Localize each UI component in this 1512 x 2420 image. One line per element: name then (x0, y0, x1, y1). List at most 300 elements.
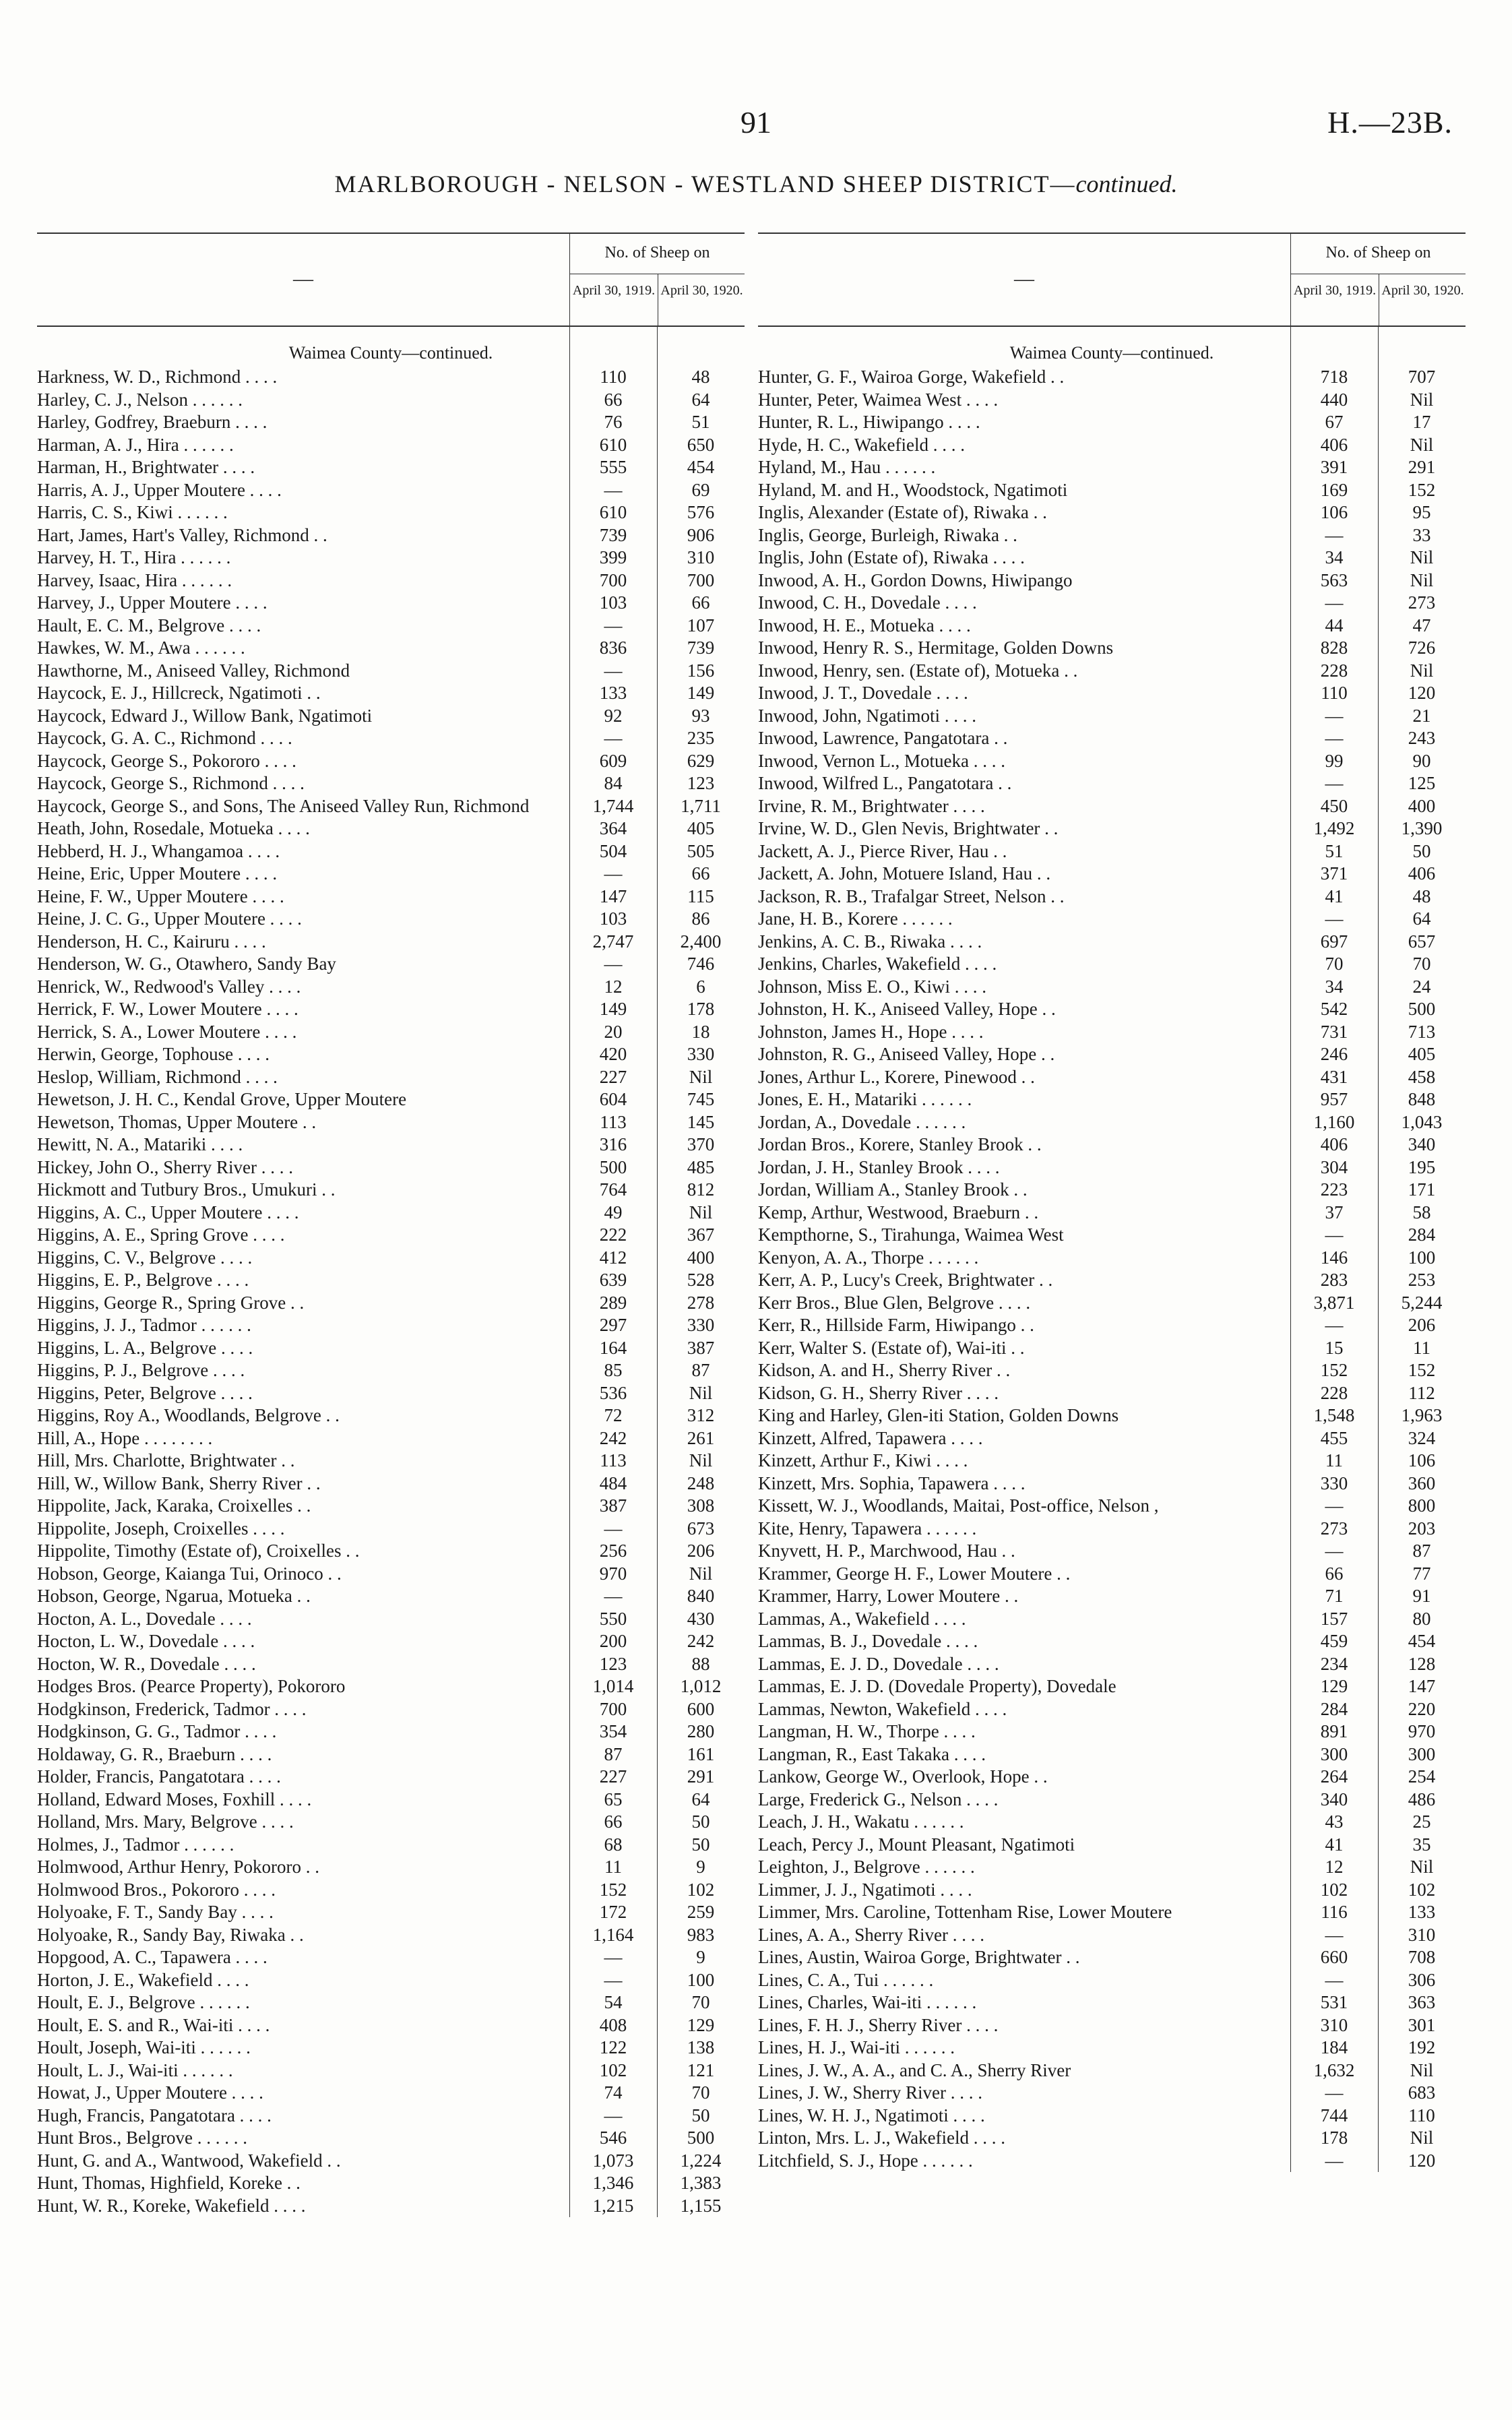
owner-name: Kerr, A. P., Lucy's Creek, Brightwater . . (758, 1270, 1053, 1290)
table-row (758, 886, 1466, 908)
table-row (37, 1134, 745, 1156)
table-row (37, 705, 745, 728)
owner-name: Higgins, J. J., Tadmor . . . . . . (37, 1315, 251, 1335)
table-row (37, 1834, 745, 1857)
sheep-1919: 399 (599, 547, 627, 567)
owner-name: Holyoake, F. T., Sandy Bay . . . . (37, 1902, 274, 1922)
table-row (758, 1879, 1466, 1902)
sheep-1920: 47 (1412, 615, 1431, 635)
sheep-1919: 110 (1321, 683, 1348, 703)
table-row (758, 411, 1466, 434)
owner-name: Jenkins, Charles, Wakefield . . . . (758, 954, 997, 974)
sheep-1920: 312 (687, 1405, 715, 1425)
sheep-1919: — (1325, 1969, 1344, 1990)
table-row (37, 727, 745, 750)
table-row (758, 1450, 1466, 1472)
sheep-1920: Nil (1410, 2128, 1434, 2148)
sheep-1919: 3,871 (1313, 1292, 1355, 1313)
owner-name: Johnson, Miss E. O., Kiwi . . . . (758, 976, 987, 997)
sheep-1920: 1,155 (680, 2195, 722, 2216)
sheep-1919: 609 (599, 750, 627, 771)
owner-name: Johnston, R. G., Aniseed Valley, Hope . . (758, 1044, 1055, 1064)
owner-name: Howat, J., Upper Moutere . . . . (37, 2082, 263, 2103)
table-row (758, 1766, 1466, 1789)
table-row (758, 1675, 1466, 1698)
owner-name: Large, Frederick G., Nelson . . . . (758, 1789, 999, 1809)
table-row (37, 1450, 745, 1472)
sheep-1920: 18 (691, 1021, 710, 1042)
sheep-1920: 983 (687, 1924, 715, 1945)
table-row (37, 840, 745, 863)
sheep-1920: 576 (687, 502, 715, 522)
sheep-1919: 146 (1320, 1247, 1348, 1268)
sheep-1919: 371 (1320, 863, 1348, 883)
table-row (37, 456, 745, 479)
table-row (758, 1540, 1466, 1563)
sheep-1919: 103 (599, 908, 627, 929)
owner-name: Kenyon, A. A., Thorpe . . . . . . (758, 1247, 979, 1268)
table-row (37, 1901, 745, 1924)
sheep-1920: 138 (687, 2037, 715, 2057)
sheep-1919: 459 (1320, 1631, 1348, 1651)
table-row (37, 772, 745, 795)
owner-name: Inwood, H. E., Motueka . . . . (758, 615, 971, 635)
sheep-1919: — (1325, 524, 1344, 545)
sheep-1920: 708 (1408, 1947, 1436, 1967)
sheep-1920: 33 (1412, 524, 1431, 545)
table-row (758, 615, 1466, 638)
sheep-1919: — (604, 954, 623, 974)
sheep-1919: 152 (599, 1879, 627, 1900)
owner-name: Inglis, George, Burleigh, Riwaka . . (758, 524, 1017, 545)
sheep-1920: 145 (687, 1111, 715, 1132)
table-row (37, 2195, 745, 2218)
sheep-1919: 406 (1320, 1134, 1348, 1154)
table-row (758, 1924, 1466, 1947)
sheep-1919: 420 (599, 1044, 627, 1064)
owner-name: Kempthorne, S., Tirahunga, Waimea West (758, 1224, 1064, 1245)
sheep-1919: 700 (599, 569, 627, 590)
sheep-1920: 93 (691, 705, 710, 726)
sheep-1920: 9 (696, 1947, 705, 1967)
owner-name: Hugh, Francis, Pangatotara . . . . (37, 2105, 272, 2126)
sheep-1919: — (1325, 773, 1344, 793)
sheep-1919: 440 (1320, 389, 1348, 410)
owner-name: Higgins, C. V., Belgrove . . . . (37, 1247, 253, 1268)
owner-name: Hill, W., Willow Bank, Sherry River . . (37, 1472, 321, 1493)
sheep-1920: 367 (687, 1224, 715, 1245)
owner-name: Hobson, George, Ngarua, Motueka . . (37, 1586, 311, 1606)
owner-name: Jane, H. B., Korere . . . . . . (758, 908, 953, 929)
sheep-1920: 1,012 (680, 1676, 722, 1696)
table-row (37, 976, 745, 999)
table-row (37, 1540, 745, 1563)
sheep-1919: 227 (599, 1766, 627, 1787)
table-row (758, 1156, 1466, 1179)
sheep-1919: 504 (599, 840, 627, 861)
table-row (758, 1563, 1466, 1586)
table-row (37, 1088, 745, 1111)
sheep-1919: — (604, 2105, 623, 2126)
owner-name: Hart, James, Hart's Valley, Richmond . . (37, 524, 327, 545)
table-row (37, 1946, 745, 1969)
sheep-1919: 234 (1320, 1653, 1348, 1674)
col-1919-header: April 30, 1919. (1293, 283, 1377, 298)
table-row (37, 569, 745, 592)
sheep-1919: 43 (1325, 1811, 1344, 1832)
table-row (758, 795, 1466, 818)
table-row (758, 840, 1466, 863)
sheep-1920: 152 (1408, 479, 1436, 500)
sheep-1920: 906 (687, 524, 715, 545)
owner-name: Inwood, Henry, sen. (Estate of), Motueka . . (758, 660, 1078, 681)
owner-name: Kidson, A. and H., Sherry River . . (758, 1360, 1011, 1380)
sheep-1919: 697 (1320, 931, 1348, 952)
table-row (37, 1653, 745, 1676)
table-row (758, 1202, 1466, 1224)
sheep-1919: 113 (600, 1111, 627, 1132)
sheep-1919: 228 (1320, 660, 1348, 681)
sheep-1919: — (604, 615, 623, 635)
table-row (37, 434, 745, 457)
table-row (758, 1834, 1466, 1857)
table-row (758, 727, 1466, 750)
sheep-1919: — (1325, 1924, 1344, 1945)
rows (758, 366, 1466, 2172)
owner-name: Lines, Charles, Wai-iti . . . . . . (758, 1992, 977, 2012)
owner-name: Hyland, M. and H., Woodstock, Ngatimoti (758, 479, 1068, 500)
owner-name: Holder, Francis, Pangatotara . . . . (37, 1766, 281, 1787)
sheep-1919: — (604, 863, 623, 883)
sheep-1920: 120 (1408, 2150, 1436, 2171)
sheep-1919: 65 (604, 1789, 623, 1809)
sheep-1919: 406 (1320, 434, 1348, 455)
owner-name: Kite, Henry, Tapawera . . . . . . (758, 1518, 977, 1539)
sheep-1920: Nil (1410, 389, 1434, 410)
table-row (37, 1789, 745, 1811)
table-row (37, 953, 745, 976)
table-row (758, 1811, 1466, 1834)
table-row (758, 1427, 1466, 1450)
table-row (758, 1789, 1466, 1811)
sheep-1919: 555 (599, 457, 627, 477)
owner-name: Haycock, George S., Richmond . . . . (37, 773, 305, 793)
sheep-1920: 95 (1412, 502, 1431, 522)
owner-name: Hoult, Joseph, Wai-iti . . . . . . (37, 2037, 251, 2057)
owner-name: Lines, A. A., Sherry River . . . . (758, 1924, 984, 1945)
sheep-1919: 542 (1320, 999, 1348, 1019)
sheep-1919: 149 (599, 999, 627, 1019)
owner-name: Hickey, John O., Sherry River . . . . (37, 1156, 293, 1177)
owner-name: Johnston, H. K., Aniseed Valley, Hope . . (758, 999, 1056, 1019)
table-row (37, 479, 745, 502)
sheep-1920: 1,043 (1401, 1111, 1443, 1132)
section-heading: Waimea County—continued. (288, 343, 493, 363)
owner-name: Herrick, S. A., Lower Moutere . . . . (37, 1021, 297, 1042)
table-row (758, 501, 1466, 524)
sheep-1919: 731 (1320, 1021, 1348, 1042)
table-row (37, 389, 745, 412)
sheep-1919: 41 (1325, 886, 1344, 906)
owner-name: Inwood, J. T., Dovedale . . . . (758, 683, 968, 703)
table-row (37, 1202, 745, 1224)
table-row (758, 2014, 1466, 2037)
table-row (37, 1675, 745, 1698)
owner-name: Jenkins, A. C. B., Riwaka . . . . (758, 931, 982, 952)
sheep-1919: 764 (599, 1179, 627, 1200)
owner-name: Higgins, L. A., Belgrove . . . . (37, 1337, 253, 1358)
sheep-1919: 500 (599, 1156, 627, 1177)
owner-name: Jordan Bros., Korere, Stanley Brook . . (758, 1134, 1042, 1154)
owner-name: Lammas, E. J. D., Dovedale . . . . (758, 1653, 999, 1674)
sheep-1919: 387 (599, 1495, 627, 1516)
sheep-1919: 84 (604, 773, 623, 793)
sheep-1919: 37 (1325, 1202, 1344, 1222)
sheep-1920: 291 (1408, 457, 1436, 477)
sheep-1919: 546 (599, 2128, 627, 2148)
owner-name: Jackson, R. B., Trafalgar Street, Nelson . . (758, 886, 1065, 906)
owner-name: Lines, C. A., Tui . . . . . . (758, 1969, 934, 1990)
table-row (758, 1134, 1466, 1156)
sheep-1920: 80 (1412, 1608, 1431, 1629)
sheep-1920: 253 (1408, 1270, 1436, 1290)
owner-name: Kerr, Walter S. (Estate of), Wai-iti . . (758, 1337, 1025, 1358)
sheep-1920: 195 (1408, 1156, 1436, 1177)
owner-name: Henderson, W. G., Otawhero, Sandy Bay (37, 954, 336, 974)
sheep-1920: 66 (691, 592, 710, 613)
sheep-1920: Nil (1410, 434, 1434, 455)
table-row (758, 1314, 1466, 1337)
owner-name: Krammer, Harry, Lower Moutere . . (758, 1586, 1019, 1606)
sheep-1920: 673 (687, 1518, 715, 1539)
sheep-count-header (569, 234, 745, 325)
owner-name: Holmwood, Arthur Henry, Pokororo . . (37, 1857, 319, 1877)
owner-name: Heslop, William, Richmond . . . . (37, 1066, 278, 1087)
owner-name: Jones, E. H., Matariki . . . . . . (758, 1089, 972, 1109)
sheep-1920: 454 (687, 457, 715, 477)
sheep-1919: 836 (599, 638, 627, 658)
table-body (37, 327, 745, 2217)
owner-name: Higgins, P. J., Belgrove . . . . (37, 1360, 245, 1380)
table-body (758, 327, 1466, 2172)
sheep-1919: — (1325, 1495, 1344, 1516)
owner-name: Jordan, A., Dovedale . . . . . . (758, 1111, 966, 1132)
owner-name: Haycock, George S., Pokororo . . . . (37, 750, 296, 771)
owner-name: Herwin, George, Tophouse . . . . (37, 1044, 270, 1064)
table-row (758, 547, 1466, 569)
owner-name: Hoult, L. J., Wai-iti . . . . . . (37, 2059, 233, 2080)
owner-name: Kinzett, Arthur F., Kiwi . . . . (758, 1450, 968, 1470)
table-row (758, 1021, 1466, 1044)
sheep-1920: 406 (1408, 863, 1436, 883)
owner-name: Litchfield, S. J., Hope . . . . . . (758, 2150, 973, 2171)
sheep-1920: 363 (1408, 1992, 1436, 2012)
table-row (758, 2059, 1466, 2082)
sheep-1920: 2,400 (680, 931, 722, 952)
owner-name: Limmer, Mrs. Caroline, Tottenham Rise, Lower Moutere (758, 1902, 1172, 1922)
sheep-1919: 273 (1320, 1518, 1348, 1539)
owner-name: Kinzett, Alfred, Tapawera . . . . (758, 1427, 983, 1448)
owner-name: Hodgkinson, Frederick, Tadmor . . . . (37, 1698, 307, 1719)
table-row (758, 1585, 1466, 1608)
table-row (37, 1314, 745, 1337)
sheep-1920: 330 (687, 1044, 715, 1064)
table-row (758, 637, 1466, 660)
table-row (758, 908, 1466, 931)
owner-name: Hoult, E. J., Belgrove . . . . . . (37, 1992, 250, 2012)
owner-name: Jackett, A. John, Motuere Island, Hau . . (758, 863, 1051, 883)
sheep-1920: 50 (1412, 840, 1431, 861)
sheep-1919: 41 (1325, 1834, 1344, 1855)
sheep-1920: Nil (689, 1450, 713, 1470)
sheep-1919: 49 (604, 1202, 623, 1222)
sheep-1920: 203 (1408, 1518, 1436, 1539)
sheep-1920: 242 (687, 1631, 715, 1651)
owner-name: Kerr Bros., Blue Glen, Belgrove . . . . (758, 1292, 1031, 1313)
table-row (37, 1224, 745, 1247)
table-row (37, 2172, 745, 2195)
owner-name: Harley, C. J., Nelson . . . . . . (37, 389, 243, 410)
owner-name: Hippolite, Jack, Karaka, Croixelles . . (37, 1495, 311, 1516)
sheep-1920: 171 (1408, 1179, 1436, 1200)
owner-name: Inglis, John (Estate of), Riwaka . . . . (758, 547, 1025, 567)
sheep-1919: 718 (1320, 367, 1348, 387)
sheep-1920: 650 (687, 434, 715, 455)
sheep-1919: 34 (1325, 976, 1344, 997)
table-row (758, 1472, 1466, 1495)
sheep-1920: 64 (1412, 908, 1431, 929)
owner-name: Holmwood Bros., Pokororo . . . . (37, 1879, 276, 1900)
owner-name: Irvine, R. M., Brightwater . . . . (758, 795, 985, 816)
owner-name: Heath, John, Rosedale, Motueka . . . . (37, 818, 310, 838)
sheep-1919: 639 (599, 1270, 627, 1290)
sheep-1920: 284 (1408, 1224, 1436, 1245)
sheep-1919: 147 (599, 886, 627, 906)
sheep-1919: 11 (1325, 1450, 1343, 1470)
table-row (37, 2014, 745, 2037)
owner-name: Jones, Arthur L., Korere, Pinewood . . (758, 1066, 1035, 1087)
owner-name: Leach, Percy J., Mount Pleasant, Ngatimoti (758, 1834, 1075, 1855)
owner-name: Hawkes, W. M., Awa . . . . . . (37, 638, 245, 658)
sheep-1919: 563 (1320, 569, 1348, 590)
table-row (758, 389, 1466, 412)
title-main: MARLBOROUGH - NELSON - WESTLAND SHEEP DISTRICT— (334, 170, 1076, 197)
table-row (37, 1269, 745, 1292)
sheep-1920: 50 (691, 1811, 710, 1832)
owner-name: Heine, Eric, Upper Moutere . . . . (37, 863, 278, 883)
table-row (37, 1563, 745, 1586)
table-row (758, 366, 1466, 389)
owner-name: Higgins, George R., Spring Grove . . (37, 1292, 305, 1313)
sheep-1920: 310 (1408, 1924, 1436, 1945)
sheep-1920: 848 (1408, 1089, 1436, 1109)
owner-name: Hocton, W. R., Dovedale . . . . (37, 1653, 256, 1674)
table-row (758, 1743, 1466, 1766)
owner-name: Hobson, George, Kaianga Tui, Orinoco . . (37, 1563, 342, 1584)
sheep-1920: 280 (687, 1721, 715, 1741)
sheep-1920: 360 (1408, 1472, 1436, 1493)
sheep-1920: 430 (687, 1608, 715, 1629)
sheep-1919: — (1325, 2082, 1344, 2103)
sheep-1919: 67 (1325, 412, 1344, 432)
sheep-1919: 739 (599, 524, 627, 545)
owner-name: Inwood, Lawrence, Pangatotara . . (758, 728, 1008, 748)
sheep-1920: 746 (687, 954, 715, 974)
table-row (37, 1991, 745, 2014)
owner-name: Hunter, Peter, Waimea West . . . . (758, 389, 999, 410)
sheep-1919: 103 (599, 592, 627, 613)
table-row (758, 1088, 1466, 1111)
sheep-1920: 88 (691, 1653, 710, 1674)
sheep-1919: 744 (1320, 2105, 1348, 2126)
sheep-1920: Nil (1410, 660, 1434, 681)
owner-name: Haycock, G. A. C., Richmond . . . . (37, 728, 292, 748)
sheep-1920: Nil (689, 1202, 713, 1222)
table-row (758, 660, 1466, 683)
sheep-1920: 739 (687, 638, 715, 658)
sheep-1920: 100 (1408, 1247, 1436, 1268)
sheep-1919: 412 (599, 1247, 627, 1268)
table-row (37, 1608, 745, 1631)
sheep-1919: 391 (1320, 457, 1348, 477)
sheep-1919: — (1325, 705, 1344, 726)
sheep-1920: 254 (1408, 1766, 1436, 1787)
sheep-1920: 330 (687, 1315, 715, 1335)
table-row (758, 1608, 1466, 1631)
sheep-1920: 9 (696, 1857, 705, 1877)
sheep-1919: 44 (1325, 615, 1344, 635)
owner-name: Hopgood, A. C., Tapawera . . . . (37, 1947, 267, 1967)
sheep-1919: 71 (1325, 1586, 1344, 1606)
owner-name: Lines, F. H. J., Sherry River . . . . (758, 2014, 999, 2035)
table-row (758, 682, 1466, 705)
table-row (37, 1156, 745, 1179)
owner-name: Herrick, F. W., Lower Moutere . . . . (37, 999, 298, 1019)
table-row (758, 863, 1466, 886)
table-row (758, 1630, 1466, 1653)
owner-name: Jordan, William A., Stanley Brook . . (758, 1179, 1028, 1200)
table-row (37, 1811, 745, 1834)
owner-name: Lines, Austin, Wairoa Gorge, Brightwater . . (758, 1947, 1080, 1967)
owner-name: Inwood, Wilfred L., Pangatotara . . (758, 773, 1012, 793)
sheep-1920: 370 (687, 1134, 715, 1154)
sheep-1920: 25 (1412, 1811, 1431, 1832)
sheep-1920: 91 (1412, 1586, 1431, 1606)
sheep-1920: 300 (1408, 1743, 1436, 1764)
sheep-1919: 54 (604, 1992, 623, 2012)
sheep-1920: 161 (687, 1743, 715, 1764)
table-row (37, 1247, 745, 1270)
sheep-1920: 400 (1408, 795, 1436, 816)
sheep-1920: 128 (1408, 1653, 1436, 1674)
table-row (758, 817, 1466, 840)
sheep-1920: 58 (1412, 1202, 1431, 1222)
table-row (37, 1630, 745, 1653)
table-row (37, 931, 745, 954)
right-column (758, 232, 1466, 2172)
sheep-1919: 72 (604, 1405, 623, 1425)
sheep-1920: 129 (687, 2014, 715, 2035)
sheep-1920: 21 (1412, 705, 1431, 726)
sheep-1919: 116 (1321, 1902, 1348, 1922)
sheep-1920: 505 (687, 840, 715, 861)
sheep-1919: 34 (1325, 547, 1344, 567)
table-row (37, 1743, 745, 1766)
col-1920-header: April 30, 1920. (1379, 274, 1466, 325)
sheep-1920: 726 (1408, 638, 1436, 658)
sheep-1920: 1,711 (681, 795, 721, 816)
sheep-1919: 289 (599, 1292, 627, 1313)
